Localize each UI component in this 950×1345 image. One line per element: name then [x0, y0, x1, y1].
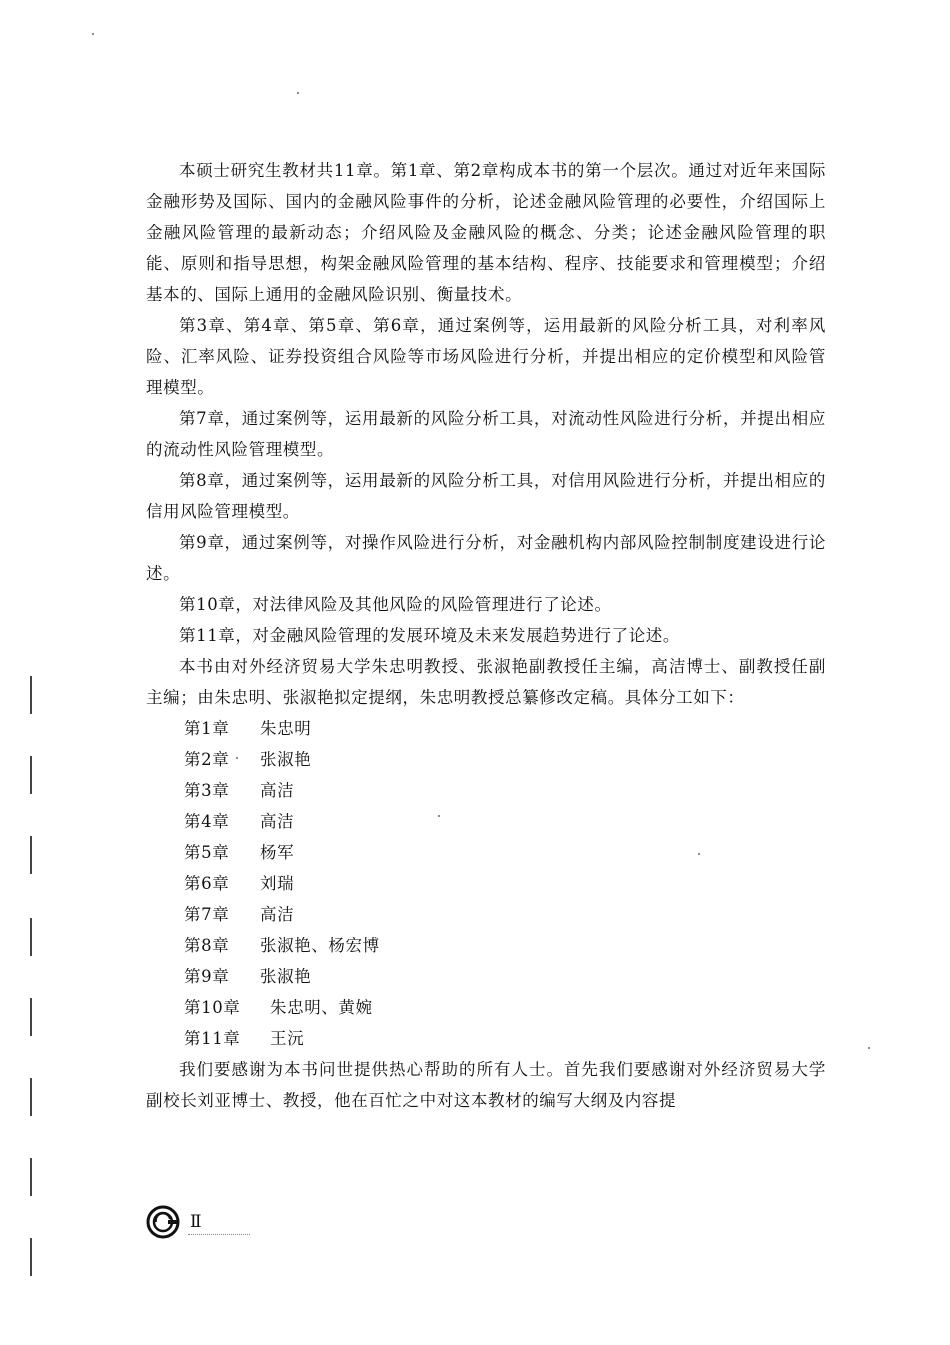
author-name: 张淑艳 — [260, 967, 312, 986]
scan-mark-7 — [30, 1158, 32, 1196]
chapter-label: 第2章 — [184, 750, 230, 769]
paragraph-overview: 本硕士研究生教材共11章。第1章、第2章构成本书的第一个层次。通过对近年来国际金融形势及国际、国内的金融风险事件的分析，论述金融风险管理的必要性，介绍国际上金融风险管理的最新动态；介绍风险及金融风险的概念、分类；论述金融风险管理的职能、原则和指导思想，构架金融风险管理的基本结构、程序、技能要求和管理模型；介绍基本的、国际上通用的金融风险识别、衡量技术。 — [146, 161, 826, 304]
list-item — [146, 992, 826, 1023]
paragraph-ch8: 第8章，通过案例等，运用最新的风险分析工具，对信用风险进行分析，并提出相应的信用风险管理模型。 — [146, 471, 826, 521]
list-item — [146, 930, 826, 961]
paragraph-ch3-6: 第3章、第4章、第5章、第6章，通过案例等，运用最新的风险分析工具，对利率风险、汇率风险、证券投资组合风险等市场风险进行分析，并提出相应的定价模型和风险管理模型。 — [146, 316, 826, 397]
scan-mark-1 — [30, 676, 32, 714]
author-name: 刘瑞 — [260, 874, 295, 893]
publisher-logo-icon — [146, 1205, 180, 1239]
list-item — [146, 806, 826, 837]
chapter-label: 第6章 — [184, 874, 230, 893]
scan-speck — [92, 33, 94, 35]
list-item — [146, 899, 826, 930]
main-text — [146, 155, 826, 1116]
chapter-label: 第9章 — [184, 967, 230, 986]
chapter-author-list — [146, 713, 826, 1054]
author-name: 张淑艳 — [260, 750, 312, 769]
author-name: 杨军 — [260, 843, 295, 862]
list-item — [146, 775, 826, 806]
paragraph-ch7: 第7章，通过案例等，运用最新的风险分析工具，对流动性风险进行分析，并提出相应的流动性风险管理模型。 — [146, 409, 826, 459]
chapter-label: 第5章 — [184, 843, 230, 862]
chapter-label: 第8章 — [184, 936, 230, 955]
list-item — [146, 961, 826, 992]
scan-speck — [297, 92, 299, 94]
chapter-label: 第10章 — [184, 998, 241, 1017]
author-name: 高洁 — [260, 781, 295, 800]
chapter-label: 第11章 — [184, 1029, 241, 1048]
chapter-label: 第7章 — [184, 905, 230, 924]
chapter-label: 第4章 — [184, 812, 230, 831]
list-item — [146, 1023, 826, 1054]
chapter-label: 第3章 — [184, 781, 230, 800]
author-name: 王沅 — [270, 1029, 305, 1048]
author-name: 高洁 — [260, 812, 295, 831]
list-item — [146, 713, 826, 744]
paragraph-acknowledgement: 我们要感谢为本书问世提供热心帮助的所有人士。首先我们要感谢对外经济贸易大学副校长刘亚博士、教授，他在百忙之中对这本教材的编写大纲及内容提 — [146, 1060, 826, 1110]
author-name: 张淑艳、杨宏博 — [260, 936, 380, 955]
paragraph-ch10: 第10章，对法律风险及其他风险的风险管理进行了论述。 — [179, 595, 612, 614]
scan-mark-3 — [30, 836, 32, 874]
paragraph-ch11: 第11章，对金融风险管理的发展环境及未来发展趋势进行了论述。 — [179, 626, 680, 645]
list-item — [146, 837, 826, 868]
author-name: 高洁 — [260, 905, 295, 924]
scan-mark-8 — [30, 1238, 32, 1276]
scan-mark-5 — [30, 998, 32, 1036]
page-number: Ⅱ — [190, 1212, 202, 1232]
scan-mark-6 — [30, 1078, 32, 1116]
paragraph-editors: 本书由对外经济贸易大学朱忠明教授、张淑艳副教授任主编，高洁博士、副教授任副主编；由朱忠明、张淑艳拟定提纲，朱忠明教授总纂修改定稿。具体分工如下： — [146, 657, 826, 707]
author-name: 朱忠明、黄婉 — [270, 998, 373, 1017]
chapter-label: 第1章 — [184, 719, 230, 738]
footer-rule — [188, 1234, 250, 1235]
author-name: 朱忠明 — [260, 719, 312, 738]
scan-mark-2 — [30, 756, 32, 794]
scan-mark-4 — [30, 918, 32, 956]
scan-speck — [868, 1047, 870, 1049]
list-item — [146, 868, 826, 899]
paragraph-ch9: 第9章，通过案例等，对操作风险进行分析，对金融机构内部风险控制制度建设进行论述。 — [146, 533, 826, 583]
list-item — [146, 744, 826, 775]
